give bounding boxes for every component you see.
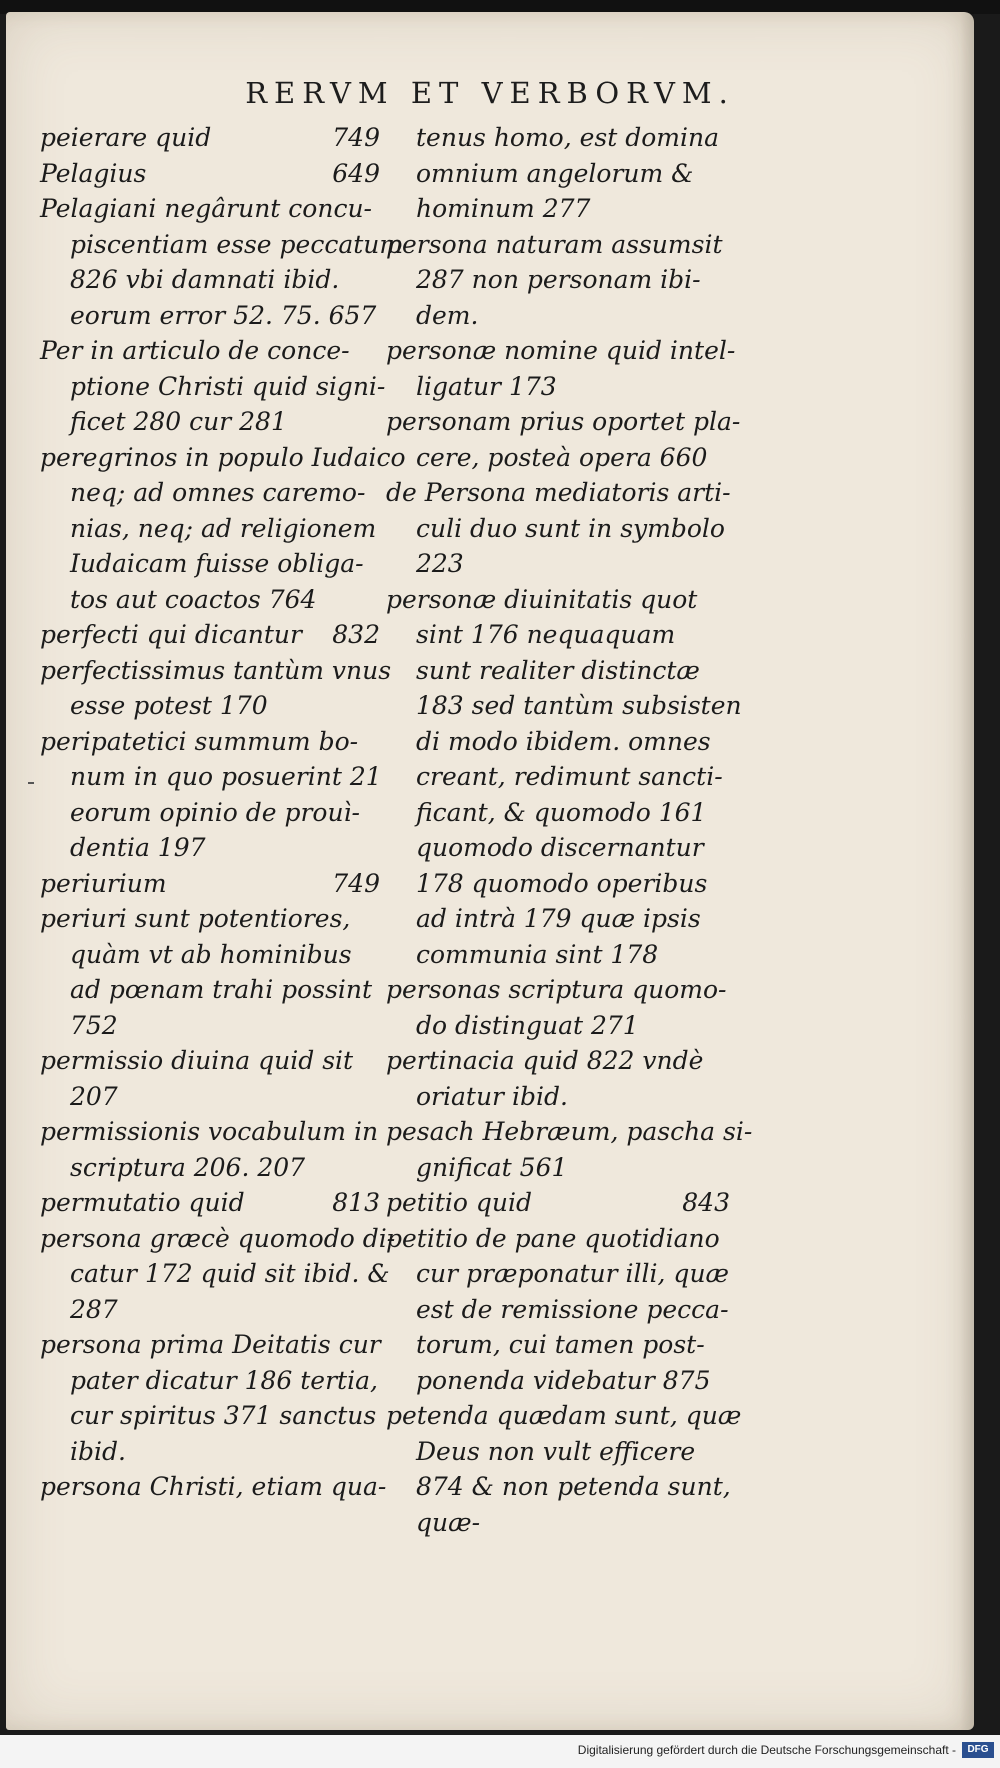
index-entry (386, 1185, 730, 1221)
entry-continuation: quomodo discernantur (416, 833, 704, 862)
entry-continuation: torum, cui tamen post- (416, 1330, 705, 1359)
page-reference: 649 (332, 158, 380, 188)
entry-continuation: omnium angelorum & (416, 158, 694, 188)
entry-continuation: dem. (416, 300, 479, 330)
index-entry (386, 120, 730, 227)
entry-continuation: catur 172 quid sit ibid. & (70, 1259, 390, 1288)
index-entry (386, 475, 730, 582)
entry-term: persona naturam assumsit (386, 229, 723, 259)
index-entry (40, 866, 380, 902)
index-entry (386, 582, 742, 973)
entry-term: pertinacia quid 822 vndè (386, 1046, 704, 1075)
entry-continuation: ibid. (70, 1436, 126, 1466)
entry-continuation: 287 (70, 1294, 118, 1324)
index-entry (386, 404, 741, 475)
index-entry (40, 901, 380, 1043)
entry-continuation: ptione Christi quid signi- (70, 371, 386, 401)
entry-continuation: communia sint 178 (416, 939, 659, 969)
entry-term: persona prima Deitatis cur (40, 1330, 381, 1359)
entry-line (386, 1185, 730, 1221)
book-page (6, 12, 974, 1730)
entry-continuation: ficant, & quomodo 161 (416, 797, 707, 827)
entry-term: periuri sunt potentiores, (40, 904, 351, 933)
entry-continuation: 826 vbi damnati ibid. (70, 265, 340, 294)
entry-term: persona græcè quomodo di- (40, 1223, 396, 1253)
entry-term: persona Christi, etiam qua- (40, 1472, 387, 1501)
entry-continuation: hominum 277 (416, 194, 591, 223)
index-entry (40, 191, 404, 333)
entry-term: personæ nomine quid intel- (386, 336, 736, 365)
index-entry (40, 440, 406, 618)
entry-term: personam prius oportet pla- (386, 407, 741, 436)
entry-continuation: oriatur ibid. (416, 1081, 568, 1111)
entry-continuation: Deus non vult efficere (416, 1436, 696, 1466)
page-shadow (960, 12, 974, 1730)
entry-term: personæ diuinitatis quot (386, 584, 698, 614)
entry-term: petenda quædam sunt, quæ (386, 1401, 742, 1430)
index-column-right (386, 120, 753, 1540)
entry-continuation: num in quo posuerint 21 (70, 762, 382, 791)
index-entry (40, 653, 392, 724)
index-entry (386, 1221, 730, 1399)
entry-line (40, 866, 380, 902)
entry-term: Pelagius (40, 158, 147, 188)
entry-continuation: cere, posteà opera 660 (416, 442, 708, 472)
entry-continuation: 287 non personam ibi- (416, 265, 701, 294)
entry-continuation: ad intrà 179 quæ ipsis (416, 904, 701, 933)
entry-term: permissionis vocabulum in (40, 1117, 379, 1146)
entry-continuation: 178 quomodo operibus (416, 868, 708, 898)
entry-continuation: ad pœnam trahi possint (70, 975, 373, 1004)
index-entry (386, 1043, 730, 1114)
entry-continuation: pater dicatur 186 tertia, (70, 1365, 378, 1395)
entry-continuation: est de remissione pecca- (416, 1294, 729, 1324)
entry-continuation: sunt realiter distinctæ (416, 655, 700, 685)
entry-continuation: 183 sed tantùm subsisten (416, 691, 742, 720)
entry-continuation: cur spiritus 371 sanctus (70, 1401, 377, 1430)
entry-continuation: gnificat 561 (416, 1152, 568, 1182)
entry-continuation: dentia 197 (70, 833, 206, 862)
entry-term: peierare quid (40, 123, 212, 152)
index-entry (40, 1327, 380, 1469)
index-entry (386, 333, 736, 404)
entry-continuation: cur præponatur illi, quæ (416, 1259, 730, 1288)
index-entry (40, 617, 380, 653)
running-head: RERVM ET VERBORVM. (245, 76, 735, 110)
entry-term: peregrinos in populo Iudaico (40, 442, 406, 472)
entry-term: permutatio quid (40, 1188, 245, 1217)
entry-line (40, 1185, 380, 1221)
entry-continuation: creant, redimunt sancti- (416, 762, 723, 791)
entry-term: pesach Hebræum, pascha si- (386, 1117, 753, 1146)
entry-continuation: 752 (70, 1010, 118, 1040)
entry-continuation: ligatur 173 (416, 371, 557, 401)
entry-continuation: eorum error 52. 75. 657 (70, 300, 377, 330)
entry-term: periurium (40, 868, 167, 898)
entry-line (40, 617, 380, 653)
entry-term: permissio diuina quid sit (40, 1046, 354, 1075)
index-entry (40, 156, 380, 192)
page-reference: 843 (682, 1188, 730, 1217)
entry-term: Pelagiani negârunt concu- (40, 194, 372, 223)
entry-continuation: Iudaicam fuisse obliga- (70, 549, 364, 578)
index-entry (40, 333, 386, 440)
entry-term: peripatetici summum bo- (40, 726, 359, 756)
index-entry (386, 227, 730, 334)
entry-term: de Persona mediatoris arti- (386, 478, 731, 507)
entry-continuation: eorum opinio de prouì- (70, 797, 360, 827)
page-reference: 832 (332, 620, 380, 649)
index-entry (40, 1185, 380, 1221)
entry-continuation: ficet 280 cur 281 (70, 407, 287, 436)
index-entry (40, 1114, 380, 1185)
entry-continuation: 207 (70, 1081, 118, 1111)
entry-continuation: quæ- (416, 1507, 481, 1537)
entry-continuation: do distinguat 271 (416, 1010, 639, 1040)
entry-continuation: tos aut coactos 764 (70, 584, 317, 614)
entry-continuation: neq; ad omnes caremo- (70, 478, 366, 507)
entry-term: perfectissimus tantùm vnus (40, 655, 392, 685)
entry-continuation: quàm vt ab hominibus (70, 939, 352, 969)
index-entry (40, 1043, 380, 1114)
entry-term: Per in articulo de conce- (40, 336, 350, 365)
entry-continuation: ponenda videbatur 875 (416, 1365, 711, 1395)
page-reference: 749 (332, 123, 380, 152)
entry-line (40, 120, 380, 156)
entry-line (40, 156, 380, 192)
index-entry (40, 120, 380, 156)
entry-continuation: 223 (416, 549, 464, 578)
digitization-footer (0, 1735, 1000, 1768)
index-entry (40, 1469, 387, 1505)
entry-continuation: 874 & non petenda sunt, (416, 1472, 731, 1501)
index-entry (40, 1221, 396, 1328)
entry-term: petitio de pane quotidiano (386, 1223, 720, 1253)
footer-credit: Digitalisierung gefördert durch die Deutsche Forschungsgemeinschaft - (577, 1743, 956, 1757)
index-column-left (40, 120, 406, 1505)
index-entry (386, 1398, 742, 1540)
entry-continuation: nias, neq; ad religionem (70, 513, 377, 543)
entry-term: perfecti qui dicantur (40, 620, 302, 649)
entry-term: tenus homo, est domina (416, 123, 720, 152)
entry-continuation: scriptura 206. 207 (70, 1152, 306, 1182)
entry-continuation: esse potest 170 (70, 691, 268, 720)
entry-continuation: sint 176 nequaquam (416, 620, 676, 649)
entry-continuation: culi duo sunt in symbolo (416, 513, 725, 543)
page-reference: 813 (332, 1188, 380, 1217)
index-entry (40, 724, 380, 866)
entry-term: petitio quid (386, 1188, 532, 1217)
index-entry (386, 1114, 753, 1185)
entry-continuation: piscentiam esse peccatum (70, 229, 404, 259)
entry-continuation: di modo ibidem. omnes (416, 726, 711, 756)
dfg-logo: DFG (962, 1742, 994, 1758)
entry-term: personas scriptura quomo- (386, 975, 727, 1004)
page-reference: 749 (332, 868, 380, 898)
index-entry (386, 972, 730, 1043)
margin-mark (28, 782, 34, 784)
